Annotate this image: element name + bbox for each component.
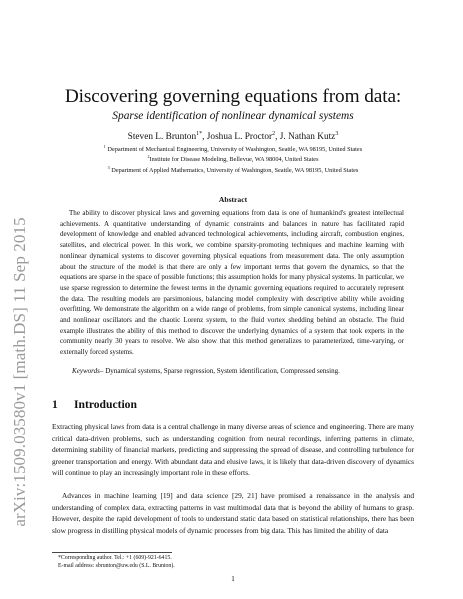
keywords-label: Keywords– bbox=[72, 367, 104, 375]
footnote-divider bbox=[52, 552, 172, 553]
affiliation-text: Institute for Disease Modeling, Bellevue, WA 98004, United States bbox=[149, 156, 319, 163]
author-mark: 3 bbox=[335, 130, 339, 137]
author-mark: 1* bbox=[196, 130, 203, 137]
abstract-heading: Abstract bbox=[218, 195, 248, 204]
keywords bbox=[72, 367, 404, 375]
affiliation bbox=[52, 143, 414, 153]
footnote: E-mail address: sbrunton@uw.edu (S.L. Brunton). bbox=[58, 563, 175, 569]
affiliation-mark: 3 bbox=[107, 164, 110, 170]
paper-subtitle: Sparse identification of nonlinear dynamical systems bbox=[112, 110, 354, 122]
affiliation-mark: 1 bbox=[103, 143, 106, 149]
abstract-body: The ability to discover physical laws and governing equations from data is one of humankind's greatest intellectual achievements. A quantitative understanding of dynamic constraints and balances in nature has facilitated rapid development of knowledge and enabled advanced technological achievements, including aircraft, combustion engines, satellites, and electrical power. In this work, we combine sparsity-promoting techniques and machine learning with nonlinear dynamical systems to discover governing physical equations from measurement data. The only assumption about the structure of the model is that there are only a few important terms that govern the dynamics, so that the equations are sparse in the space of possible functions; this assumption holds for many physical systems. In particular, we use sparse regression to determine the fewest terms in the dynamic governing equations required to accurately represent the data. The resulting models are parsimonious, balancing model complexity with descriptive ability while avoiding overfitting. We demonstrate the algorithm on a wide range of problems, from simple canonical systems, including linear and nonlinear oscillators and the chaotic Lorenz system, to the fluid vortex shedding behind an obstacle. The fluid example illustrates the ability of this method to discover the underlying dynamics of a system that took experts in the community nearly 30 years to resolve. We also show that this method generalizes to parameterized, time-varying, or externally forced systems. bbox=[60, 209, 404, 357]
affiliation bbox=[52, 153, 414, 163]
author-mark: 2 bbox=[272, 130, 276, 137]
author-name: Steven L. Brunton bbox=[127, 132, 197, 142]
page-number: 1 bbox=[231, 574, 235, 583]
affiliation-text: Department of Applied Mathematics, University of Washington, Seattle, WA 98195, United States bbox=[111, 167, 359, 174]
author-list: Steven L. Brunton$^{1*}$, Joshua L. Proctor$^2$, J. Nathan Kutz$^3$ bbox=[127, 130, 339, 142]
author-name: J. Nathan Kutz bbox=[279, 132, 336, 142]
footnote: *Corresponding author. Tel.: +1 (609)-921-6415. bbox=[58, 555, 172, 561]
affiliation-mark: 2 bbox=[147, 153, 150, 159]
affiliation bbox=[52, 164, 414, 174]
author-name: Joshua L. Proctor bbox=[206, 132, 273, 142]
keywords-text: Dynamical systems, Sparse regression, System identification, Compressed sensing. bbox=[103, 367, 340, 375]
section-number: 1 bbox=[52, 398, 58, 411]
arxiv-stamp bbox=[8, 152, 32, 592]
affiliation-text: Department of Mechanical Engineering, University of Washington, Seattle, WA 98195, United States bbox=[107, 146, 363, 153]
body-paragraph: Extracting physical laws from data is a central challenge in many diverse areas of science and engineering. There are many critical data-driven problems, such as understanding cognition from neural recordings, inferring patterns in climate, determining stability of financial markets, predicting and suppressing the spread of disease, and controlling turbulence for greener transportation and energy. With abundant data and elusive laws, it is likely that data-driven discovery of dynamics will continue to play an increasingly important role in these efforts. bbox=[52, 422, 414, 478]
section-title: Introduction bbox=[74, 398, 137, 411]
paper-title: Discovering governing equations from data: bbox=[64, 86, 402, 107]
arxiv-identifier: arXiv:1509.03580v1 [math.DS] 11 Sep 2015 bbox=[10, 217, 29, 527]
body-paragraph: Advances in machine learning [19] and data science [29, 21] have promised a renaissance in the analysis and understanding of complex data, extracting patterns in vast multimodal data that is beyond the ability of humans to grasp. However, despite the rapid development of tools to understand static data based on statistical relationships, there has been slow progress in distilling physical models of dynamic processes from big data. This has limited the ability of data bbox=[52, 491, 414, 535]
section-heading bbox=[52, 398, 137, 411]
